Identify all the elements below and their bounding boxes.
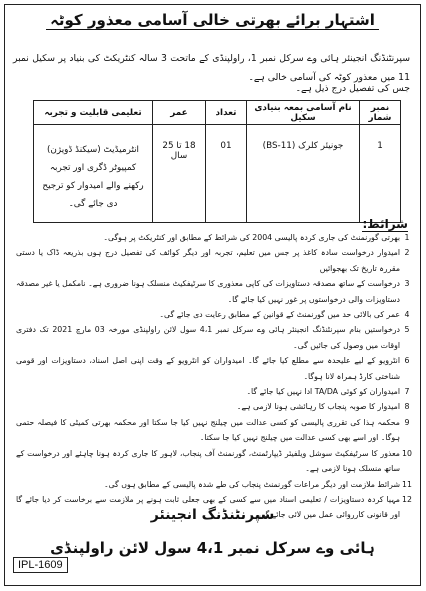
list-item — [16, 307, 414, 322]
condition-text: امیدوار کا صوبہ پنجاب کا رہائشی ہونا لازمی ہے۔ — [236, 402, 400, 412]
cell-post: جونیئر کلرک (BS-11) — [247, 125, 360, 223]
condition-number: 2 — [404, 248, 410, 258]
condition-number: 5 — [404, 325, 410, 335]
header-post: نام آسامی بمعہ بنیادی سکیل — [247, 101, 360, 125]
list-item — [16, 477, 414, 492]
table-header-row — [34, 101, 401, 125]
condition-number: 6 — [404, 356, 410, 366]
condition-text: بھرتی گورنمنٹ کی جاری کردہ پالیسی 2004 کی شرائط کے مطابق اور کنٹریکٹ پر ہوگی۔ — [103, 233, 400, 242]
condition-text: درخواستیں بنام سپرنٹنڈنگ انجینئر ہائی وے سرکل نمبر 4،1 سول لائن راولپنڈی مورخہ 03 مارچ 2021 تک دفتری اوقات میں وصول کی جائیں گی۔ — [16, 325, 400, 350]
list-item — [16, 415, 414, 446]
list-item — [16, 245, 414, 276]
intro-details-line: جس کی تفصیل درج ذیل ہے۔ — [295, 83, 410, 94]
condition-text: عمر کی بالائی حد میں گورنمنٹ کے قوانین کے مطابق رعایت دی جائے گی۔ — [159, 310, 400, 320]
cell-qualification: انٹرمیڈیٹ (سیکنڈ ڈویژن) کمپیوٹر ڈگری اور تجربہ رکھنے والے امیدوار کو ترجیح دی جائے گی۔ — [34, 125, 153, 223]
condition-number: 1 — [404, 233, 410, 242]
page-title — [5, 11, 420, 29]
condition-number: 4 — [404, 310, 410, 320]
conditions-title-text: شرائط: — [362, 217, 408, 231]
condition-number: 3 — [404, 279, 410, 289]
condition-number: 12 — [402, 494, 412, 504]
vacancy-table — [33, 100, 401, 223]
cell-age: 18 تا 25 سال — [153, 125, 206, 223]
signature-title: سپرنٹنڈنگ انجینئر — [150, 507, 275, 523]
condition-number: 9 — [404, 417, 410, 427]
condition-number: 8 — [404, 402, 410, 412]
advertisement-page — [4, 4, 421, 586]
conditions-title — [362, 217, 408, 231]
list-item — [16, 399, 414, 414]
ipl-code-badge: IPL-1609 — [13, 557, 68, 573]
header-count: تعداد — [206, 101, 247, 125]
condition-text: شرائط ملازمت اور دیگر مراعات گورنمنٹ پنجاب کی طے شدہ پالیسی کے مطابق ہوں گی۔ — [103, 479, 400, 489]
condition-text: مہیا کردہ دستاویزات / تعلیمی اسناد میں سے کسی کے بھی جعلی ثابت ہونے پر ملازمت سے برخاست کر دیا جائے گا اور قانونی کارروائی عمل میں لائی جائے گی۔ — [16, 494, 400, 520]
cell-count: 01 — [206, 125, 247, 223]
header-qualification: تعلیمی قابلیت و تجربہ — [34, 101, 153, 125]
cell-serial: 1 — [360, 125, 401, 223]
list-item — [16, 384, 414, 399]
condition-text: امیدواران کو کوئی TA/DA ادا نہیں کیا جائے گا۔ — [246, 387, 400, 397]
condition-text: محکمہ ہذا کی تقرری پالیسی کو کسی عدالت میں چیلنج نہیں کیا جا سکتا اور محکمہ بھرتی کمیٹی کا فیصلہ حتمی ہوگا۔ اور اسے بھی کسی عدالت میں چیلنج نہیں کیا جا سکتا۔ — [16, 417, 400, 443]
condition-text: درخواست کے ساتھ مصدقہ دستاویزات کی کاپی معذوری کا سرٹیفکیٹ منسلک ہونا ضروری ہے۔ نامکمل یا غیر مصدقہ دستاویزات والی درخواستوں پر غور نہیں کیا جائے گا۔ — [16, 279, 400, 304]
list-item — [16, 353, 414, 384]
signature-address: ہائی وے سرکل نمبر 4،1 سول لائن راولپنڈی — [50, 539, 375, 557]
intro-paragraph: سپرنٹنڈنگ انجینئر ہائی وے سرکل نمبر 1، راولپنڈی کے ماتحت 3 سالہ کنٹریکٹ کی بنیاد پر سکیل نمبر 11 میں معذور کوٹہ کی آسامی خالی ہے۔ — [13, 53, 410, 83]
condition-text: معذور کا سرٹیفکیٹ سوشل ویلفیئر ڈیپارٹمنٹ، گورنمنٹ آف پنجاب، لاہور کا جاری کردہ ہونا چاہئے اور درخواست کے ساتھ منسلک ہونا لازمی ہے۔ — [16, 448, 400, 474]
condition-number: 10 — [402, 448, 412, 458]
list-item — [16, 230, 414, 245]
list-item — [16, 322, 414, 353]
condition-text: امیدوار درخواست سادہ کاغذ پر جس میں تعلیم، تجربہ اور دیگر کوائف کی تفصیل درج ہوں بذریعہ ڈاک یا دستی مقررہ تاریخ تک بھجوائیں — [16, 248, 400, 273]
condition-text: انٹرویو کے لیے علیحدہ سے مطلع کیا جائے گا۔ امیدواران کو انٹرویو کے وقت اپنی اصل اسناد، دستاویزات اور قومی شناختی کارڈ ہمراہ لانا ہوگا۔ — [16, 356, 400, 381]
list-item — [16, 276, 414, 307]
table-row — [34, 125, 401, 223]
header-age: عمر — [153, 101, 206, 125]
condition-number: 11 — [402, 479, 412, 489]
list-item — [16, 446, 414, 477]
conditions-list — [16, 230, 414, 523]
title-text: اشتہار برائے بھرتی خالی آسامی معذور کوٹہ — [46, 11, 379, 30]
header-serial: نمبر شمار — [360, 101, 401, 125]
condition-number: 7 — [404, 387, 410, 397]
